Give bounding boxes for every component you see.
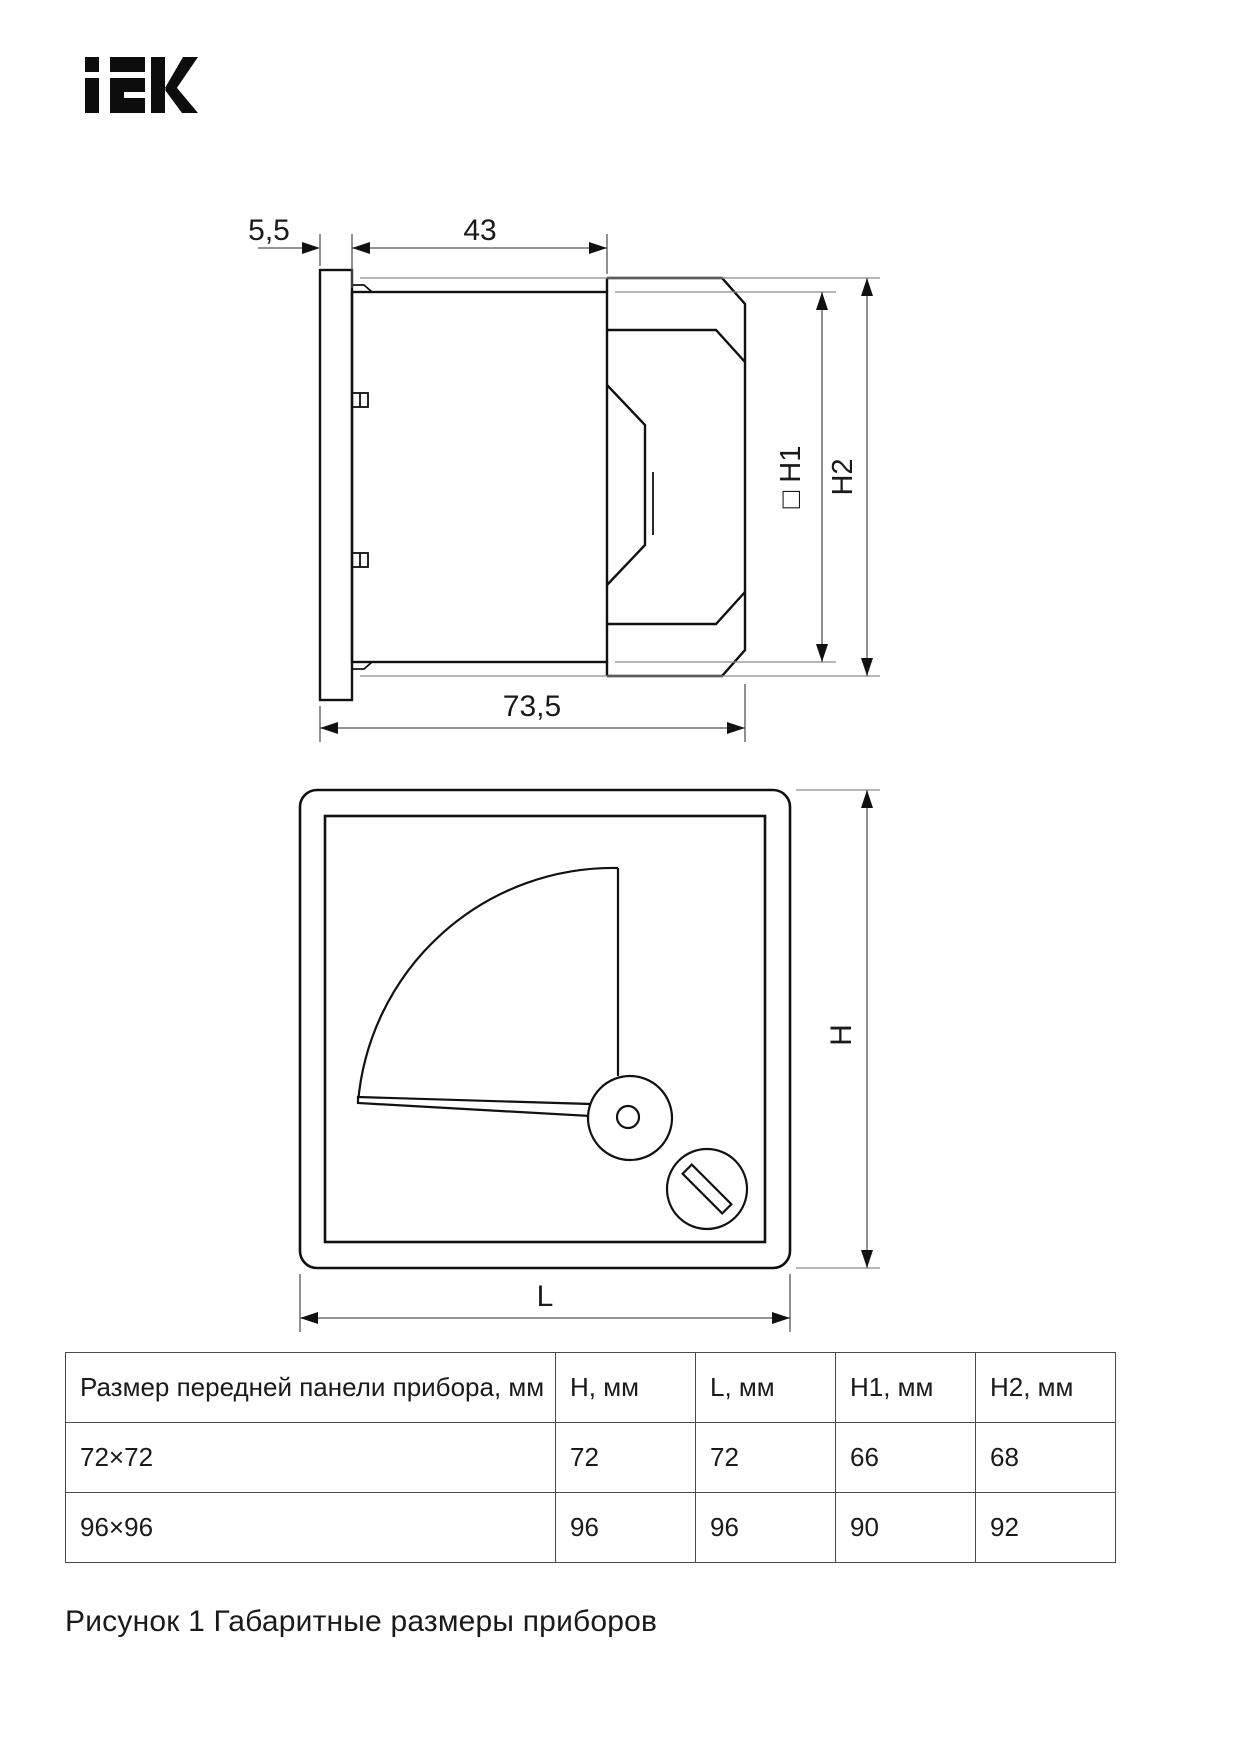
side-view (320, 270, 745, 700)
cell-72-h1: 66 (836, 1423, 976, 1493)
dim-label-body-depth: 43 (463, 214, 497, 247)
figure-caption: Рисунок 1 Габаритные размеры приборов (65, 1605, 658, 1638)
dim-label-plate-thickness: 5,5 (248, 214, 290, 247)
scale-arc (358, 868, 618, 1103)
table-row-96 (66, 1493, 1116, 1563)
dim-label-front-height: H (825, 1024, 858, 1046)
logo-e-top-bar (110, 57, 145, 72)
cell-72-h2: 68 (976, 1423, 1116, 1493)
header-h: H, мм (556, 1353, 696, 1423)
front-view (300, 790, 790, 1268)
device-body (352, 292, 607, 662)
bezel-ring-top (607, 330, 745, 362)
logo-e-body (110, 78, 145, 113)
cell-size-72: 72×72 (66, 1423, 556, 1493)
logo-k-stem (151, 57, 165, 113)
cell-96-h1: 90 (836, 1493, 976, 1563)
iek-logo (85, 57, 198, 113)
cell-72-l: 72 (696, 1423, 836, 1493)
needle (358, 1097, 590, 1116)
cell-96-l: 96 (696, 1493, 836, 1563)
logo-i-dot (85, 57, 99, 72)
table-header-row (66, 1353, 1116, 1423)
dim-label-total-depth: 73,5 (502, 690, 562, 723)
header-l: L, мм (696, 1353, 836, 1423)
dim-label-bezel-height: H2 (827, 458, 859, 496)
logo-i-stem (85, 78, 99, 113)
mounting-clip-top (352, 393, 368, 407)
needle-pivot (588, 1076, 672, 1160)
dimensions-table (65, 1352, 1116, 1563)
panel-plate (320, 270, 352, 700)
cell-96-h: 96 (556, 1493, 696, 1563)
header-h2: H2, мм (976, 1353, 1116, 1423)
bezel-profile (607, 278, 745, 676)
dim-label-front-width: L (536, 1280, 554, 1313)
bezel-window-profile (607, 385, 645, 585)
bezel-ring-bottom (607, 592, 745, 624)
table-row-72 (66, 1423, 1116, 1493)
logo-k-lower-arm (165, 82, 198, 113)
zero-adjust-screw (667, 1149, 747, 1229)
header-h1: H1, мм (836, 1353, 976, 1423)
cell-size-96: 96×96 (66, 1493, 556, 1563)
cell-72-h: 72 (556, 1423, 696, 1493)
mounting-clip-bottom (352, 553, 368, 567)
header-panel-size: Размер передней панели прибора, мм (66, 1353, 556, 1423)
front-view-dimensions (300, 790, 880, 1332)
cell-96-h2: 92 (976, 1493, 1116, 1563)
dim-label-body-height: □ H1 (775, 445, 807, 509)
